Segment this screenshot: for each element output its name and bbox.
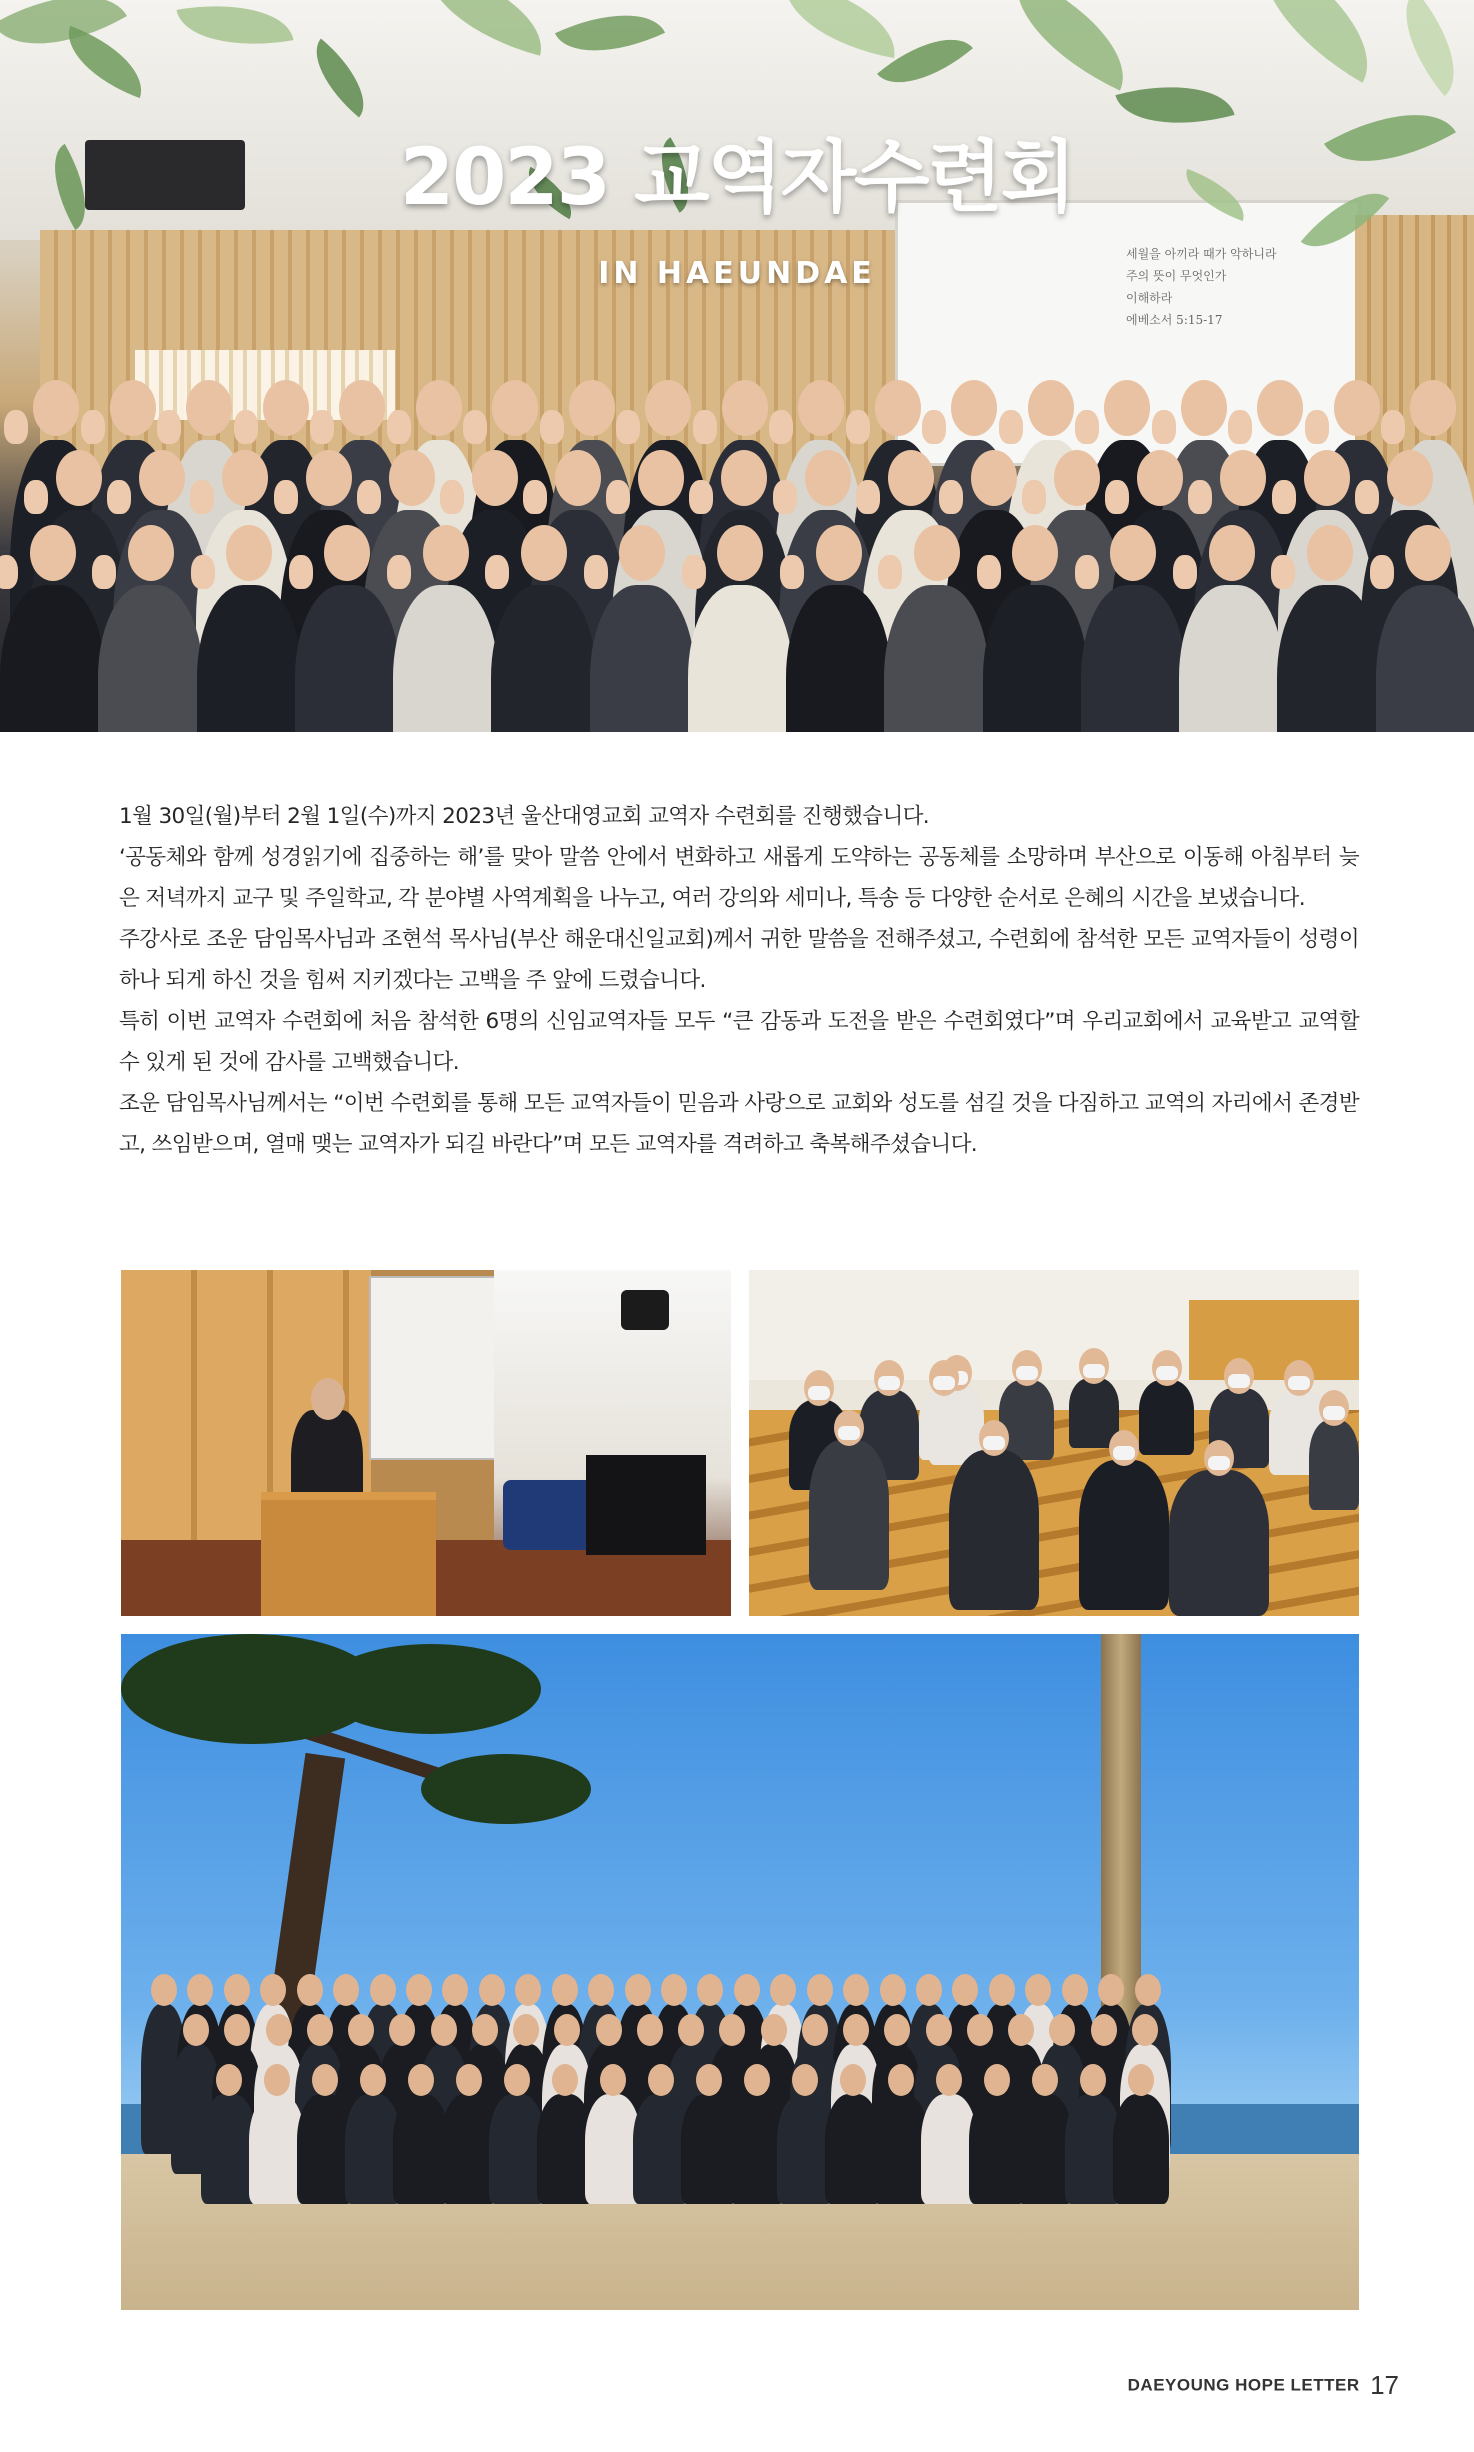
group-member-head [1135,1974,1161,2006]
waving-hand [1105,480,1129,514]
group-member-head [312,2064,338,2096]
person-head [1012,525,1058,581]
waving-hand [999,410,1023,444]
person-head [638,450,684,506]
waving-hand [234,410,258,444]
waving-hand [856,480,880,514]
waving-hand [1381,410,1405,444]
person-head [1304,450,1350,506]
group-member-head [1080,2064,1106,2096]
group-member-head [552,1974,578,2006]
group-member-head [926,2014,952,2046]
mask-icon [808,1386,830,1400]
projector [621,1290,669,1330]
waving-hand [1152,410,1176,444]
article-paragraph: ‘공동체와 함께 성경읽기에 집중하는 해’를 맞아 말씀 안에서 변화하고 새롭게 도약하는 공동체를 소망하며 부산으로 이동해 아침부터 늦은 저녁까지 교구 및 주일학교, 각 분야별 사역계획을 나누고, 여러 강의와 세미나, 특송 등 다양한 순서로 은혜의 시간을 보냈습니다. [119,845,1359,911]
mask-icon [1208,1456,1230,1470]
article-body [119,796,1359,1165]
page-footer [1128,2370,1399,2401]
waving-hand [274,480,298,514]
waving-hand [689,480,713,514]
group-member-head [1032,2064,1058,2096]
audience-member [919,1390,969,1460]
group-member-head [1025,1974,1051,2006]
group-member-head [625,1974,651,2006]
person-head [1307,525,1353,581]
group-member-head [183,2014,209,2046]
group-member-head [216,2064,242,2096]
group-member-head [266,2014,292,2046]
waving-hand [387,410,411,444]
pine-foliage [321,1644,541,1734]
waving-hand [523,480,547,514]
person-head [324,525,370,581]
group-member-head [661,1974,687,2006]
group-member-head [696,2064,722,2096]
group-member [1113,2094,1169,2204]
person-head [1410,380,1456,436]
mask-icon [1323,1406,1345,1420]
group-member-head [1008,2014,1034,2046]
photo-preacher [121,1270,731,1616]
person-head [110,380,156,436]
group-member-head [1128,2064,1154,2096]
waving-hand [463,410,487,444]
group-member-head [431,2014,457,2046]
person-head [645,380,691,436]
waving-hand [0,555,18,589]
group-member-head [504,2064,530,2096]
person-head [555,450,601,506]
waving-hand [1022,480,1046,514]
group-member-head [370,1974,396,2006]
mask-icon [838,1426,860,1440]
group-member-head [406,1974,432,2006]
waving-hand [616,410,640,444]
person-head [798,380,844,436]
waving-hand [977,555,1001,589]
group-member-head [843,2014,869,2046]
group-member-head [552,2064,578,2096]
group-member-head [989,1974,1015,2006]
mask-icon [1016,1366,1038,1380]
person-head [951,380,997,436]
group-member-head [408,2064,434,2096]
person-head [569,380,615,436]
person-head [1387,450,1433,506]
person-head [971,450,1017,506]
group-member-head [151,1974,177,2006]
projection-screen [369,1276,498,1460]
page-title: 2023 교역자수련회 [399,133,1075,223]
waving-hand [157,410,181,444]
person-head [1104,380,1150,436]
page-subtitle: IN HAEUNDAE [598,256,876,291]
waving-hand [289,555,313,589]
person [393,585,498,732]
waving-hand [1272,480,1296,514]
group-member-head [880,1974,906,2006]
person-head [816,525,862,581]
waving-hand [190,480,214,514]
group-member-head [1062,1974,1088,2006]
group-member-head [333,1974,359,2006]
group-member-head [840,2064,866,2096]
person [0,585,105,732]
waving-hand [693,410,717,444]
person-head [389,450,435,506]
group-member-head [588,1974,614,2006]
group-member-head [984,2064,1010,2096]
publication-name: DAEYOUNG HOPE LETTER [1127,2375,1360,2395]
drum-kit [503,1480,598,1550]
group-member-head [360,2064,386,2096]
group-member-head [600,2064,626,2096]
group-member-head [916,1974,942,2006]
group-member-head [761,2014,787,2046]
waving-hand [773,480,797,514]
group-member-head [187,1974,213,2006]
person-head [339,380,385,436]
person-head [1209,525,1255,581]
waving-hand [92,555,116,589]
person-head [1054,450,1100,506]
waving-hand [1228,410,1252,444]
hero-group-photo [0,0,1474,732]
group-member-head [792,2064,818,2096]
group-member-head [442,1974,468,2006]
wood-panel [1189,1300,1359,1380]
podium [261,1492,436,1616]
group-member-head [888,2064,914,2096]
audience-member [1169,1470,1269,1616]
waving-hand [540,410,564,444]
waving-hand [310,410,334,444]
mask-icon [1083,1364,1105,1378]
article-paragraph: 주강사로 조운 담임목사님과 조현석 목사님(부산 해운대신일교회)께서 귀한 말씀을 전해주셨고, 수련회에 참석한 모든 교역자들이 성령이 하나 되게 하신 것을 힘써 지키겠다는 고백을 주 앞에 드렸습니다. [119,927,1359,993]
group-member-head [472,2014,498,2046]
group-member-head [264,2064,290,2096]
person-head [492,380,538,436]
mask-icon [933,1376,955,1390]
person [590,585,695,732]
group-member-head [697,1974,723,2006]
waving-hand [939,480,963,514]
person-head [1257,380,1303,436]
waving-hand [4,410,28,444]
waving-hand [81,410,105,444]
person-head [128,525,174,581]
waving-hand [682,555,706,589]
person-head [1181,380,1227,436]
group-member-head [637,2014,663,2046]
group-member-head [297,1974,323,2006]
audience-member [1309,1420,1359,1510]
article-paragraph: 1월 30일(월)부터 2월 1일(수)까지 2023년 울산대영교회 교역자 수련회를 진행했습니다. [119,804,930,829]
audience-member [1079,1460,1169,1610]
person-head [226,525,272,581]
person-head [306,450,352,506]
mask-icon [1113,1446,1135,1460]
preacher-head [311,1378,345,1420]
waving-hand [1075,555,1099,589]
waving-hand [387,555,411,589]
pine-foliage [421,1754,591,1824]
mask-icon [878,1376,900,1390]
person [295,585,400,732]
group-member-head [648,2064,674,2096]
person-head [521,525,567,581]
piano [586,1455,706,1555]
article-paragraph: 조운 담임목사님께서는 “이번 수련회를 통해 모든 교역자들이 믿음과 사랑으로 교회와 성도를 섬길 것을 다짐하고 교역의 자리에서 존경받고, 쓰임받으며, 열매 맺는 교역자가 되길 바란다”며 모든 교역자를 격려하고 축복해주셨습니다. [119,1091,1359,1157]
waving-hand [1355,480,1379,514]
mask-icon [1156,1366,1178,1380]
audience-member [999,1380,1054,1460]
person-head [56,450,102,506]
waving-hand [846,410,870,444]
group-member-head [843,1974,869,2006]
person [688,585,793,732]
waving-hand [1305,410,1329,444]
group-member-head [967,2014,993,2046]
group-member-head [734,1974,760,2006]
group-member-head [513,2014,539,2046]
person-head [263,380,309,436]
person-head [33,380,79,436]
group-member-head [224,1974,250,2006]
waving-hand [485,555,509,589]
group-member-head [348,2014,374,2046]
person [983,585,1088,732]
group-member-head [1091,2014,1117,2046]
person-head [1334,380,1380,436]
person-head [423,525,469,581]
photo-beach-group [121,1634,1359,2310]
person-head [416,380,462,436]
group-member-head [770,1974,796,2006]
waving-hand [584,555,608,589]
waving-hand [1370,555,1394,589]
group-member-head [515,1974,541,2006]
waving-hand [24,480,48,514]
waving-hand [769,410,793,444]
group-member-head [678,2014,704,2046]
mask-icon [983,1436,1005,1450]
group-member-head [1132,2014,1158,2046]
person-head [619,525,665,581]
group-member-head [307,2014,333,2046]
group-member-head [596,2014,622,2046]
waving-hand [1173,555,1197,589]
waving-hand [606,480,630,514]
waving-hand [780,555,804,589]
group-member-head [952,1974,978,2006]
person-head [1028,380,1074,436]
person-head [472,450,518,506]
audience-member [1139,1380,1194,1455]
page-number: 17 [1370,2370,1399,2400]
person-head [805,450,851,506]
person-head [30,525,76,581]
person [197,585,302,732]
waving-hand [922,410,946,444]
article-paragraph: 특히 이번 교역자 수련회에 처음 참석한 6명의 신임교역자들 모두 “큰 감동과 도전을 받은 수련회였다”며 우리교회에서 교육받고 교역할 수 있게 된 것에 감사를 고백했습니다. [119,1009,1359,1075]
person-head [875,380,921,436]
mask-icon [1228,1374,1250,1388]
person-head [888,450,934,506]
waving-hand [440,480,464,514]
group-member-head [936,2064,962,2096]
audience-member [809,1440,889,1590]
waving-hand [191,555,215,589]
group-member-head [807,1974,833,2006]
person-head [1137,450,1183,506]
waving-hand [1271,555,1295,589]
person-head [722,380,768,436]
group-member-head [456,2064,482,2096]
group-member-head [1098,1974,1124,2006]
person-head [914,525,960,581]
mask-icon [1288,1376,1310,1390]
person-head [139,450,185,506]
waving-hand [1188,480,1212,514]
group-member-head [744,2064,770,2096]
waving-hand [107,480,131,514]
person-head [186,380,232,436]
waving-hand [878,555,902,589]
group-member-head [802,2014,828,2046]
waving-hand [1075,410,1099,444]
person [1081,585,1186,732]
group-member-head [479,1974,505,2006]
audience-member [949,1450,1039,1610]
photo-audience [749,1270,1359,1616]
crowd [0,360,1474,732]
person-head [1405,525,1451,581]
waving-hand [357,480,381,514]
screen-text: 세월을 아끼라 때가 악하니라 주의 뜻이 무엇인가 이해하라 에베소서 5:15-17 [1126,247,1277,327]
